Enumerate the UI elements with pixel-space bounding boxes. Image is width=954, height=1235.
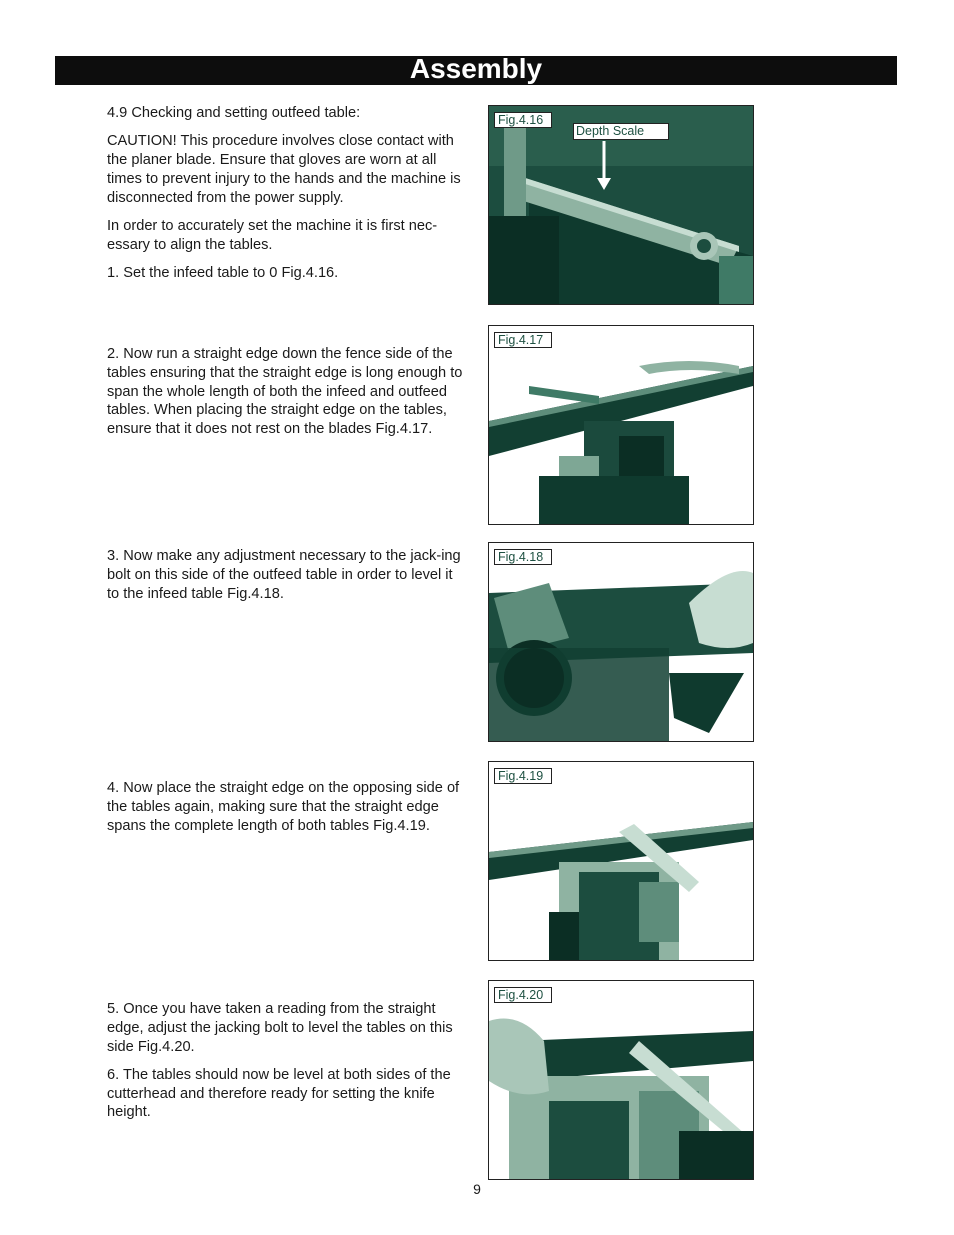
figure-4-16 bbox=[488, 105, 754, 305]
figure-4-17 bbox=[488, 325, 754, 525]
fig-4-19-label: Fig.4.19 bbox=[494, 768, 552, 784]
step-6: 6. The tables should now be level at both sides of the cutterhead and therefore ready for setting the knife height. bbox=[107, 1066, 451, 1121]
depth-scale-callout: Depth Scale bbox=[573, 123, 669, 140]
page-number: 9 bbox=[473, 1181, 481, 1197]
page-title: Assembly bbox=[409, 53, 543, 84]
step-1: 1. Set the infeed table to 0 Fig.4.16. bbox=[107, 265, 339, 282]
fig-4-20-label: Fig.4.20 bbox=[494, 987, 552, 1003]
step-4: 4. Now place the straight edge on the opposing side of the tables again, making sure that the straight edge spans the complete length of both tables Fig.4.19. bbox=[107, 780, 460, 834]
header-bar bbox=[55, 53, 897, 85]
caution-paragraph: CAUTION! This procedure involves close contact with the planer blade. Ensure that gloves are worn at all times to prevent injury to the hands and the machine is disconnected from the power supply. bbox=[107, 133, 461, 206]
step-5: 5. Once you have taken a reading from the straight edge, adjust the jacking bolt to level the tables on this side Fig.4.20. bbox=[107, 1001, 453, 1055]
section-heading: 4.9 Checking and setting outfeed table: bbox=[107, 105, 361, 121]
fig-4-19-photo bbox=[489, 762, 753, 960]
fig-4-18-label: Fig.4.18 bbox=[494, 549, 552, 565]
step-2-block bbox=[107, 345, 467, 448]
fig-4-16-label: Fig.4.16 bbox=[494, 112, 552, 128]
fig-4-20-photo bbox=[489, 981, 753, 1179]
intro-section bbox=[107, 104, 467, 292]
step-4-block bbox=[107, 779, 467, 845]
fig-4-17-label: Fig.4.17 bbox=[494, 332, 552, 348]
fig-4-18-photo bbox=[489, 543, 753, 741]
step-2: 2. Now run a straight edge down the fence side of the tables ensuring that the straight edge is long enough to span the whole length of both the infeed and outfeed tables. When placing the straight edge on the tables, ensure that it does not rest on the blades Fig.4.17. bbox=[107, 346, 463, 438]
step-5-6-block bbox=[107, 1000, 467, 1132]
intro-paragraph: In order to accurately set the machine it is first nec-essary to align the tables. bbox=[107, 217, 438, 253]
figure-4-18 bbox=[488, 542, 754, 742]
fig-4-17-photo bbox=[489, 326, 753, 524]
figure-4-20 bbox=[488, 980, 754, 1180]
step-3: 3. Now make any adjustment necessary to the jack-ing bolt on this side of the outfeed table in order to level it to the infeed table Fig.4.18. bbox=[107, 548, 461, 602]
step-3-block bbox=[107, 547, 467, 613]
figure-4-19 bbox=[488, 761, 754, 961]
